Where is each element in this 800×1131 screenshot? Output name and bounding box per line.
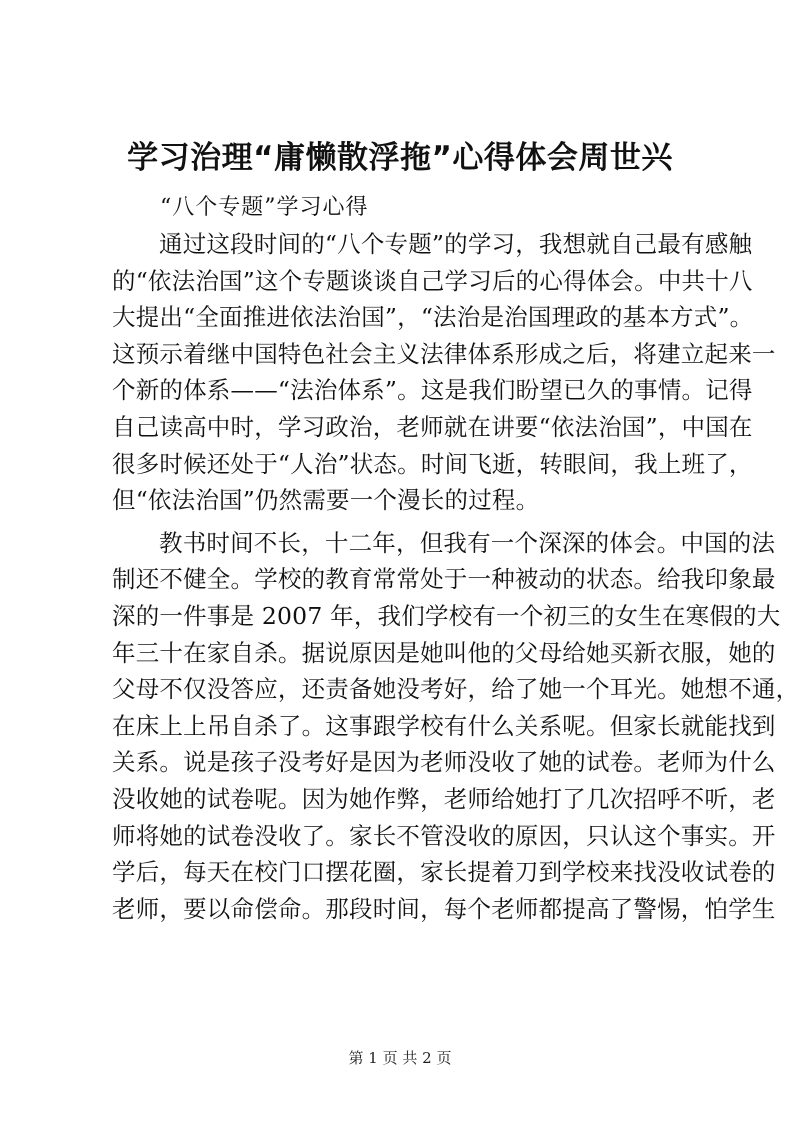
text-line: 没收她的试卷呢。因为她作弊，老师给她打了几次招呼不听，老 (112, 784, 776, 813)
document-body (112, 226, 800, 927)
text-line: 关系。说是孩子没考好是因为老师没收了她的试卷。老师为什么 (112, 748, 776, 777)
text-line: 年三十在家自杀。据说原因是她叫他的父母给她买新衣服，她的 (112, 638, 776, 667)
text-line: 教书时间不长，十二年，但我有一个深深的体会。中国的法 (159, 528, 776, 557)
text-line: 但“依法治国”仍然需要一个漫长的过程。 (112, 486, 540, 515)
text-line: 深的一件事是 2007 年，我们学校有一个初三的女生在寒假的大 (112, 601, 781, 630)
text-line: 的“依法治国”这个专题谈谈自己学习后的心得体会。中共十八 (112, 266, 753, 295)
text-line: 这预示着继中国特色社会主义法律体系形成之后，将建立起来一 (112, 339, 776, 368)
text-line: 大提出“全面推进依法治国”，“法治是治国理政的基本方式”。 (112, 303, 754, 332)
document-subtitle: “八个专题”学习心得 (160, 195, 369, 220)
text-line: 个新的体系——“法治体系”。这是我们盼望已久的事情。记得 (112, 376, 753, 405)
text-line: 师将她的试卷没收了。家长不管没收的原因，只认这个事实。开 (112, 821, 776, 850)
text-line: 制还不健全。学校的教育常常处于一种被动的状态。给我印象最 (112, 565, 776, 594)
page-footer: 第 1 页 共 2 页 (348, 1049, 452, 1067)
text-line: 在床上上吊自杀了。这事跟学校有什么关系呢。但家长就能找到 (112, 711, 776, 740)
text-line: 通过这段时间的“八个专题”的学习，我想就自己最有感触 (159, 230, 753, 258)
text-line: 老师，要以命偿命。那段时间，每个老师都提高了警惕，怕学生 (112, 894, 776, 923)
text-line: 很多时候还处于“人治”状态。时间飞逝，转眼间，我上班了， (112, 449, 753, 478)
paragraph-2 (112, 525, 800, 928)
text-line: 父母不仅没答应，还责备她没考好，给了她一个耳光。她想不通， (112, 675, 800, 704)
text-line: 自己读高中时，学习政治，老师就在讲要“依法治国”，中国在 (112, 412, 753, 441)
document-title: 学习治理“庸懒散浮拖”心得体会周世兴 (127, 140, 673, 176)
paragraph-1 (112, 226, 776, 519)
text-line: 学后，每天在校门口摆花圈，家长提着刀到学校来找没收试卷的 (112, 858, 776, 887)
